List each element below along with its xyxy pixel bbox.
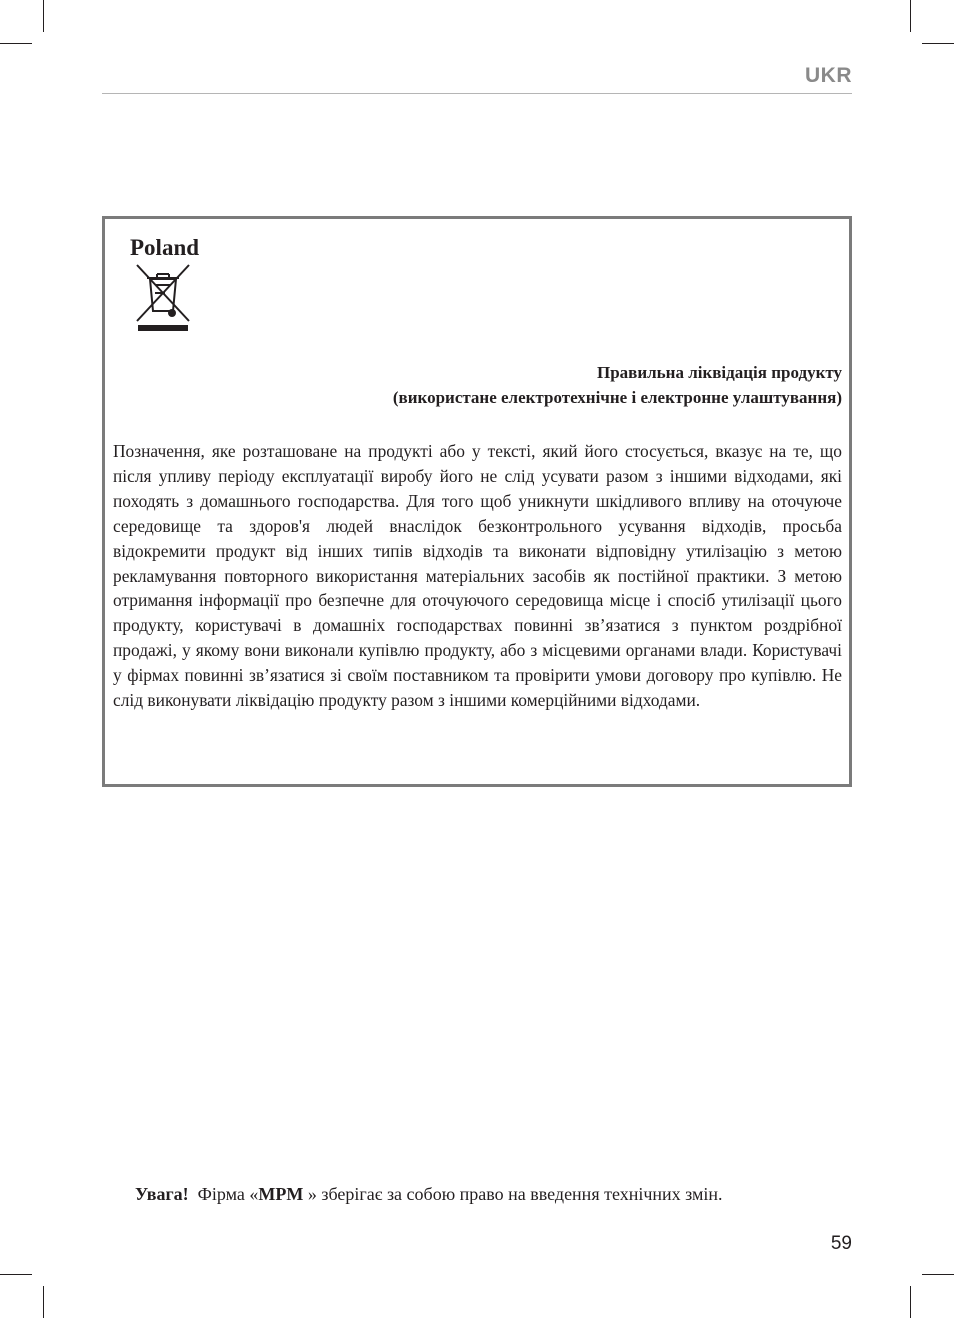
crop-mark bbox=[43, 0, 44, 32]
crossed-out-wheelie-bin-icon bbox=[135, 263, 191, 335]
language-code: UKR bbox=[805, 64, 852, 87]
crop-mark bbox=[922, 1274, 954, 1275]
crop-mark bbox=[910, 0, 911, 32]
disposal-body-text: Позначення, яке розташоване на продукті або у тексті, який його стосується, вказує на те, що після упливу періоду експлуатації виробу його не слід усувати разом з іншими відходами, які походять з домашнього господарства. Для того щоб уникнути шкідливого впливу на оточуюче середовище та здоров'я людей внаслідок безконтрольного усування відходів, просьба відокремити продукт від інших типів відходів та виконати відповідну утилізацію з метою рекламування повторного використання матеріальних засобів як постійної практики. З метою отримання інформації про безпечне для оточуючого середовища місце і спосіб утилізації цього продукту, користувачі в домашніх господарствах повинні зв’язатися з пунктом роздрібної продажі, у якому вони виконали купівлю продукту, або з місцевими органами влади. Користувачі у фірмах повинні зв’язатися зі своїм поставником та провірити умови договору про купівлю. Не слід виконувати ліквідацію продукту разом з іншими комерційними відходами. bbox=[113, 441, 842, 711]
disposal-info-box bbox=[102, 216, 852, 787]
heading-line-1: Правильна ліквідація продукту bbox=[596, 363, 842, 382]
disposal-heading bbox=[393, 360, 842, 410]
footer-notice bbox=[135, 1184, 723, 1205]
crop-mark bbox=[0, 43, 32, 44]
notice-label: Увага! bbox=[135, 1184, 189, 1204]
crop-mark bbox=[43, 1286, 44, 1318]
brand-name: MPM bbox=[258, 1184, 304, 1204]
heading-line-2: (використане електротехнічне і електронне улаштування) bbox=[392, 388, 842, 407]
crop-mark bbox=[0, 1274, 32, 1275]
country-label: Poland bbox=[130, 235, 200, 260]
page-number: 59 bbox=[830, 1233, 852, 1254]
header-divider bbox=[102, 93, 852, 94]
notice-pre: Фірма « bbox=[197, 1184, 259, 1204]
notice-post: » зберігає за собою право на введення технічних змін. bbox=[303, 1184, 723, 1204]
crop-mark bbox=[922, 43, 954, 44]
crop-mark bbox=[910, 1286, 911, 1318]
